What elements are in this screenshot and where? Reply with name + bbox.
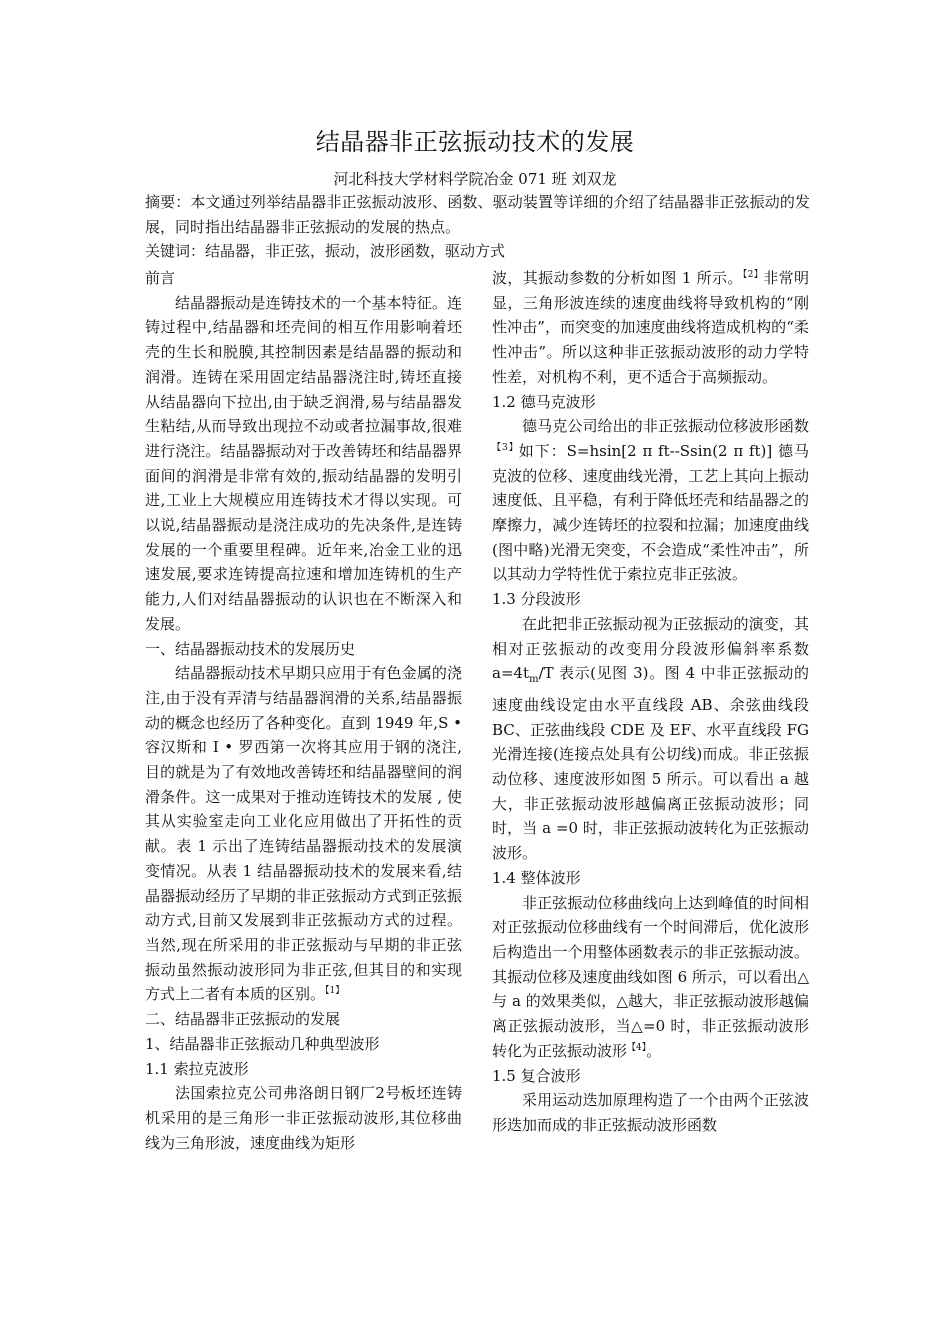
citation-1: 【1】 [325,986,345,997]
abstract-text: 摘要：本文通过列举结晶器非正弦振动波形、函数、驱动装置等详细的介绍了结晶器非正弦振动的发展，同时指出结晶器非正弦振动的发展的热点。 [145,193,810,236]
subsection-heading-demag: 1.2 德马克波形 [492,392,596,411]
left-column [145,266,462,1155]
paragraph-demag [492,414,809,587]
paragraph-integral-end: 。 [646,1041,662,1060]
paragraph-segmented [492,612,809,866]
abstract-block [145,190,810,264]
author-line: 河北科技大学材料学院冶金 071 班 刘双龙 [333,170,617,188]
paragraph-preface: 结晶器振动是连铸技术的一个基本特征。连铸过程中,结晶器和坯壳间的相互作用影响着坯壳的生长和脱膜,其控制因素是结晶器的振动和润滑。连铸在采用固定结晶器浇注时,铸坯直接从结晶器向下拉出,由于缺乏润滑,易与结晶器发生粘结,从而导致出现拉不动或者拉漏事故,很难进行浇注。结晶器振动对于改善铸坯和结晶器界面间的润滑是非常有效的,振动结晶器的发明引进,工业上大规模应用连铸技术才得以实现。可以说,结晶器振动是浇注成功的先决条件,是连铸发展的一个重要里程碑。近年来,冶金工业的迅速发展,要求连铸提高拉速和增加连铸机的生产能力,人们对结晶器振动的认识也在不断深入和发展。 [145,293,462,633]
citation-2: 【2】 [742,270,764,280]
subsection-heading-waveforms: 1、结晶器非正弦振动几种典型波形 [145,1034,380,1053]
subscript-m: m [529,674,539,686]
citation-4: 【4】 [627,1042,647,1053]
paragraph-demag-b: 如下：S=hsin[2 π ft--Ssin(2 π ft)] 德马克波的位移、速度曲线光滑，工艺上其向上振动速度低、且平稳，有利于降低坯壳和结晶器之的摩擦力，减少连铸坯的拉裂和拉漏；加速度曲线(图中略)光滑无突变，不会造成“柔性冲击”，所以其动力学特性优于索拉克非正弦波。 [492,441,809,584]
subsection-heading-integral: 1.4 整体波形 [492,868,581,887]
section-heading-preface: 前言 [145,269,176,287]
paragraph-solac: 法国索拉克公司弗洛朗日钢厂2号板坯连铸机采用的是三角形一非正弦振动波形,其位移曲线为三角形波，速度曲线为矩形 [145,1084,462,1152]
paper-title: 结晶器非正弦振动技术的发展 [315,128,635,156]
paragraph-solac-cont-b: 非常明显，三角形波连续的速度曲线将导致机构的“刚性冲击”，而突变的加速度曲线将造成机构的“柔性冲击”。所以这种非正弦振动波形的动力学特性差，对机构不利，更不适合于高频振动。 [492,269,809,386]
keywords-text: 关键词：结晶器，非正弦，振动，波形函数，驱动方式 [145,242,506,260]
paragraph-integral-a: 非正弦振动位移曲线向上达到峰值的时间相对正弦振动位移曲线有一个时间滞后，优化波形后构造出一个用整体函数表示的非正弦振动波。其振动位移及速度曲线如图 6 所示，可以看出△与 a 的效果类似，△越大，非正弦振动波形越偏离正弦振动波形，当△=0 时，非正弦振动波形转化为正弦振动波形 [492,893,809,1060]
paragraph-segmented-b: /T 表示(见图 3)。图 4 中非正弦振动的速度曲线设定由水平直线段 AB、余弦曲线段 BC、正弦曲线段 CDE 及 EF、水平直线段 FG 光滑连接(连接点处具有公切线)而成。非正弦振动位移、速度波形如图 5 所示。可以看出 a 越大，非正弦振动波形越偏离正弦振动波形；同时，当 a =0 时，非正弦振动波转化为正弦振动波形。 [492,664,809,863]
section-heading-history: 一、结晶器振动技术的发展历史 [145,639,356,658]
paragraph-demag-a: 德马克公司给出的非正弦振动位移波形函数 [522,417,809,436]
paragraph-segmented-a: 在此把非正弦振动视为正弦振动的演变，其相对正弦振动的改变用分段波形偏斜率系数 a=4t [492,614,809,683]
paragraph-history [145,661,462,1007]
right-column [492,266,809,1138]
paragraph-solac-cont-a: 波，其振动参数的分析如图 1 所示。 [492,269,743,287]
paragraph-integral [492,891,809,1064]
paragraph-solac-cont [492,266,809,390]
section-heading-nonsine: 二、结晶器非正弦振动的发展 [145,1010,341,1029]
subsection-heading-composite: 1.5 复合波形 [492,1066,581,1085]
subsection-heading-solac: 1.1 索拉克波形 [145,1059,249,1078]
citation-3: 【3】 [492,442,519,453]
subsection-heading-segmented: 1.3 分段波形 [492,590,581,609]
paragraph-history-text: 结晶器振动技术早期只应用于有色金属的浇注,由于没有弄清与结晶器润滑的关系,结晶器振动的概念也经历了各种变化。直到 1949 年,S • 容汉斯和 I • 罗西第一次将其应用于钢的浇注,目的就是为了有效地改善铸坯和结晶器壁间的润滑条件。这一成果对于推动连铸技术的发展 , 使其从实验室走向工业化应用做出了开拓性的贡献。表 1 示出了连铸结晶器振动技术的发展演变情况。从表 1 结晶器振动技术的发展来看,结晶器振动经历了早期的非正弦振动方式到正弦振动方式,目前又发展到非正弦振动方式的过程。当然,现在所采用的非正弦振动与早期的非正弦振动虽然振动波形同为非正弦,但其目的和实现方式上二者有本质的区别。 [145,664,462,1004]
paragraph-composite: 采用运动迭加原理构造了一个由两个正弦波形迭加而成的非正弦振动波形函数 [492,1091,809,1134]
